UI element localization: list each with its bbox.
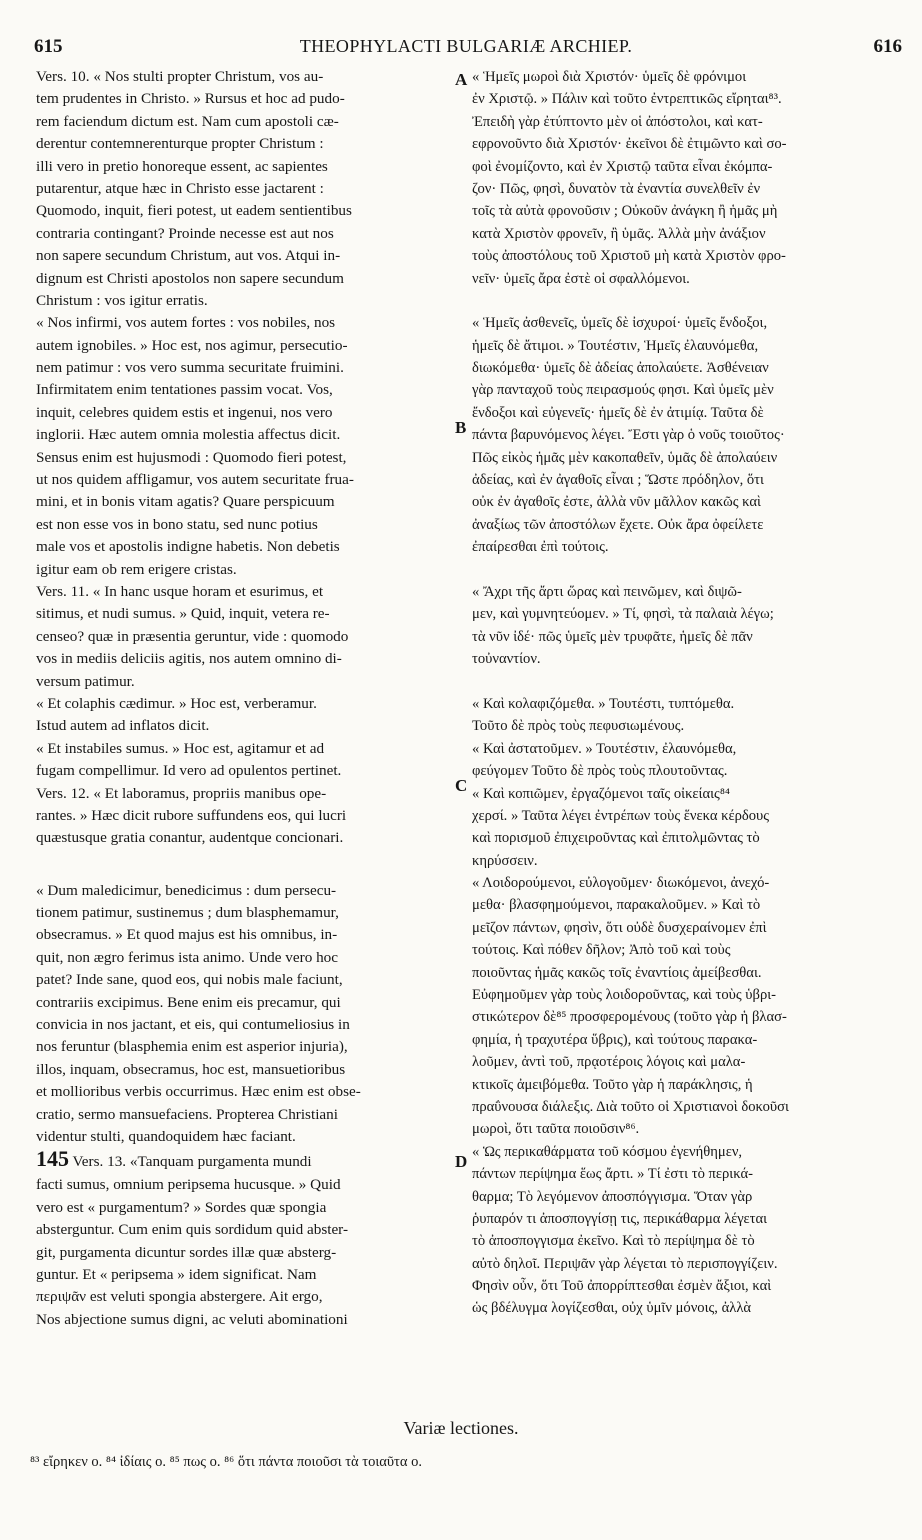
greek-paragraph-7 <box>472 872 904 1141</box>
greek-line: αὐτὸ δηλοῖ. Περιψᾶν γὰρ λέγεται τὸ περισπογγίζειν. <box>472 1255 778 1272</box>
greek-line: « Ὡς περικαθάρματα τοῦ κόσμου ἐγενήθημεν, <box>472 1143 743 1160</box>
latin-line: putarentur, atque hæc in Christo esse jactarent : <box>36 179 324 197</box>
greek-line: φοὶ ἐνομίζοντο, καὶ ἐν Χριστῷ ταῦτα εἶναι ἐκόμπα- <box>472 158 773 175</box>
latin-line: non sapere secundum Christum, aut vos. Atqui in- <box>36 247 341 265</box>
latin-line: ut nos quidem affligamur, vos autem securitate frua- <box>36 471 354 489</box>
page-number-right: 616 <box>873 36 902 57</box>
greek-line: τὸ ἀποσπογγισμα ἐκεῖνο. Καὶ τὸ περίψημα δὲ τὸ <box>472 1233 755 1250</box>
latin-line-text: Vers. 13. «Tanquam purgamenta mundi <box>69 1153 312 1171</box>
latin-line: quæstusque gratia conantur, audentque concionari. <box>36 829 344 847</box>
latin-line: « Dum maledicimur, benedicimus : dum persecu- <box>36 881 337 899</box>
greek-line: Τοῦτο δὲ πρὸς τοὺς πεφυσιωμένους. <box>472 718 685 735</box>
greek-line: ἀδείας, καὶ ἐν ἀγαθοῖς εἶναι ; Ὥστε πρόδηλον, ὅτι <box>472 472 764 489</box>
column-marker-c: C <box>455 776 468 795</box>
latin-paragraph-instabiles <box>36 738 448 783</box>
latin-line: vos in mediis deliciis agitis, nos autem omnino di- <box>36 650 342 668</box>
latin-line: contrariis excipimus. Bene enim eis precamur, qui <box>36 993 341 1011</box>
latin-line: quit, non ægro ferimus ista animo. Unde vero hoc <box>36 948 339 966</box>
latin-line: Sensus enim est hujusmodi : Quomodo fieri potest, <box>36 448 347 466</box>
latin-paragraph-vers-11 <box>36 581 448 693</box>
greek-line: τοῖς τὰ αὐτὰ φρονοῦσιν ; Οὐκοῦν ἀνάγκη ἢ ἡμᾶς μὴ <box>472 203 778 220</box>
greek-line: λοῦμεν, ἀντὶ τοῦ, πρᾳοτέροις λόγοις καὶ μαλα- <box>472 1054 746 1071</box>
greek-line: τοὐναντίον. <box>472 651 541 668</box>
greek-line: κατὰ Χριστὸν φρονεῖν, ἢ ὑμᾶς. Ἀλλὰ μὴν ἀνάξιον <box>472 225 766 242</box>
latin-line: Vers. 12. « Et laboramus, propriis manibus ope- <box>36 784 327 802</box>
spacer <box>472 671 904 693</box>
page-number-left: 615 <box>34 36 63 57</box>
footnotes-text: ⁸³ εἴρηκεν ο. ⁸⁴ ἰδίαις ο. ⁸⁵ πως ο. ⁸⁶ ὅτι πάντα ποιοῦσι τὰ τοιαῦτα ο. <box>30 1454 422 1470</box>
latin-line: cratio, sermo mansuefaciens. Propterea Christiani <box>36 1105 338 1123</box>
greek-line: Πῶς εἰκὸς ἡμᾶς μὲν κακοπαθεῖν, ὑμᾶς δὲ ἀπολαύειν <box>472 449 778 466</box>
greek-line: « Ἡμεῖς ἀσθενεῖς, ὑμεῖς δὲ ἰσχυροί· ὑμεῖς ἔνδοξοι, <box>472 315 768 332</box>
latin-line: « Et colaphis cædimur. » Hoc est, verberamur. <box>36 694 317 712</box>
greek-line: φεύγομεν Τοῦτο δὲ πρὸς τοὺς πλουτοῦντας. <box>472 763 728 780</box>
latin-line: est non esse vos in bono statu, sed nunc potius <box>36 515 318 533</box>
latin-line: patet? Inde sane, quod eos, qui nobis male faciunt, <box>36 971 343 989</box>
greek-line: ζον· Πῶς, φησὶ, δυνατὸν τὰ ἐναντία συνελθεῖν ἐν <box>472 180 761 197</box>
column-marker-a: A <box>455 70 468 89</box>
latin-line: inquit, celebres quidem estis et ingenui, nos vero <box>36 403 333 421</box>
latin-line: « Et instabiles sumus. » Hoc est, agitamur et ad <box>36 739 325 757</box>
latin-line: Nos abjectione sumus digni, ac veluti abominationi <box>36 1310 348 1328</box>
latin-line: autem ignobiles. » Hoc est, nos agimur, persecutio- <box>36 336 348 354</box>
greek-line: Ἐπειδὴ γὰρ ἐτύπτοντο μὲν οἱ ἀπόστολοι, καὶ κατ- <box>472 113 763 130</box>
greek-paragraph-4 <box>472 693 904 738</box>
greek-line: « Καὶ κοπιῶμεν, ἐργαζόμενοι ταῖς οἰκείαις⁸⁴ <box>472 785 731 802</box>
greek-line: διωκόμεθα· ὑμεῖς δὲ ἀδείας ἀπολαύετε. Ἀσθένειαν <box>472 360 769 377</box>
greek-line: ἐν Χριστῷ. » Πάλιν καὶ τοῦτο ἐντρεπτικῶς εἴρηται⁸³. <box>472 91 782 108</box>
greek-line: ἀναξίως τῶν ἀποστόλων ἔχετε. Οὐκ ἄρα ὀφείλετε <box>472 516 764 533</box>
spacer <box>36 850 448 880</box>
greek-line: ῥυπαρόν τι ἀποσπογγίσῃ τις, περικάθαρμα λέγεται <box>472 1210 768 1227</box>
greek-paragraph-1 <box>472 66 904 290</box>
greek-paragraph-5 <box>472 738 904 783</box>
latin-paragraph-nos-infirmi <box>36 312 448 581</box>
greek-line: « Ἡμεῖς μωροὶ διὰ Χριστόν· ὑμεῖς δὲ φρόνιμοι <box>472 69 747 85</box>
latin-paragraph-vers-12 <box>36 783 448 850</box>
latin-line: sitimus, et nudi sumus. » Quid, inquit, vetera re- <box>36 605 330 623</box>
greek-line: τὰ νῦν ἰδέ· πῶς ὑμεῖς μὲν τρυφᾶτε, ἡμεῖς δὲ πᾶν <box>472 628 753 645</box>
latin-line: derentur contemnerenturque propter Christum : <box>36 135 324 153</box>
latin-line: illi vero in pretio honoreque essent, ac sapientes <box>36 157 328 175</box>
latin-line: tionem patimur, sustinemus ; dum blasphemamur, <box>36 904 339 922</box>
greek-line: ἡμεῖς δὲ ἄτιμοι. » Τουτέστιν, Ἡμεῖς ἐλαυνόμεθα, <box>472 337 759 354</box>
latin-line: censeo? quæ in præsentia geruntur, vide : quomodo <box>36 627 349 645</box>
spacer <box>472 559 904 581</box>
latin-line: inglorii. Hæc autem omnia molestia affectus dicit. <box>36 426 341 444</box>
latin-paragraph-vers-10 <box>36 66 448 312</box>
latin-line: contraria contingant? Proinde necesse est aut nos <box>36 224 334 242</box>
latin-line: convicia in nos jactant, et eis, qui contumeliosius in <box>36 1016 350 1034</box>
latin-line: vero est « purgamentum? » Sordes quæ spongia <box>36 1198 327 1216</box>
latin-line: git, purgamenta dicuntur sordes illæ quæ absterg- <box>36 1243 337 1261</box>
greek-line: χερσί. » Ταῦτα λέγει ἐντρέπων τοὺς ἕνεκα κέρδους <box>472 807 770 824</box>
greek-paragraph-6 <box>472 783 904 873</box>
greek-line: « Καὶ κολαφιζόμεθα. » Τουτέστι, τυπτόμεθα. <box>472 695 735 712</box>
spacer <box>472 290 904 312</box>
greek-line: γὰρ πανταχοῦ τοὺς πειρασμούς φησι. Καὶ ὑμεῖς μὲν <box>472 382 774 399</box>
greek-line: ποιοῦντας ἡμᾶς κακῶς τοῖς ἐναντίοις ἀμείβεσθαι. <box>472 964 762 981</box>
latin-paragraph-colaphis <box>36 693 448 738</box>
greek-line: νεῖν· ὑμεῖς ἄρα ἐστὲ οἱ σφαλλόμενοι. <box>472 270 690 287</box>
greek-line: μεθα· βλασφημούμενοι, παρακαλοῦμεν. » Καὶ τὸ <box>472 897 761 914</box>
greek-line: φημία, ἡ τραχυτέρα ὕβρις), καὶ τούτους παρακα- <box>472 1031 758 1048</box>
greek-paragraph-3 <box>472 581 904 671</box>
greek-line: « Ἄχρι τῆς ἄρτι ὥρας καὶ πεινῶμεν, καὶ διψῶ- <box>472 583 742 600</box>
latin-line: Christum : vos igitur erratis. <box>36 291 208 309</box>
latin-line: male vos et apostolis indigne habetis. Non debetis <box>36 538 340 556</box>
greek-line: Φησὶν οὖν, ὅτι Τοῦ ἀπορρίπτεσθαι ἐσμὲν ἄξιοι, καὶ <box>472 1278 772 1295</box>
latin-line: dignum est Christi apostolos non sapere secundum <box>36 269 344 287</box>
greek-line: εφρονοῦντο διὰ Χριστόν· ἐκεῖνοι δὲ ἐτιμῶντο καὶ σο- <box>472 136 787 153</box>
latin-line: rem faciendum dictum est. Nam cum apostoli cæ- <box>36 112 339 130</box>
latin-line: igitur eam ob rem erigere cristas. <box>36 560 237 578</box>
greek-line: στικώτερον δὲ⁸⁵ προσφερομένους (τοῦτο γὰρ ἡ βλασ- <box>472 1009 787 1026</box>
greek-paragraph-8 <box>472 1141 904 1320</box>
latin-line: Istud autem ad inflatos dicit. <box>36 717 210 735</box>
column-number: 145 <box>36 1148 69 1172</box>
page-header <box>28 36 904 60</box>
greek-line: μεν, καὶ γυμνητεύομεν. » Τί, φησὶ, τὰ παλαιὰ λέγω; <box>472 606 774 623</box>
greek-line: ὡς βδέλυγμα λογίζεσθαι, οὐχ ὑμῖν μόνοις, ἀλλὰ <box>472 1300 752 1317</box>
greek-line: πάντα βαρυνόμενος λέγει. Ἔστι γὰρ ὁ νοῦς τοιοῦτος· <box>472 427 785 444</box>
latin-line: περιψᾶν est veluti spongia abstergere. Ait ergo, <box>36 1288 323 1306</box>
greek-line: πραΰνουσα διάλεξις. Διὰ τοῦτο οἱ Χριστιανοὶ δοκοῦσι <box>472 1098 789 1115</box>
column-marker-b: B <box>455 418 467 437</box>
latin-line: Quomodo, inquit, fieri potest, ut eadem sentientibus <box>36 202 352 220</box>
greek-line: θαρμα; Τὸ λεγόμενον ἀποσπόγγισμα. Ὅταν γὰρ <box>472 1188 753 1205</box>
latin-paragraph-maledicimur <box>36 880 448 1149</box>
greek-line: ἔνδοξοι καὶ εὐγενεῖς· ἡμεῖς δὲ ἐν ἀτιμίᾳ. Ταῦτα δὲ <box>472 404 764 421</box>
greek-line: « Καὶ ἀστατοῦμεν. » Τουτέστιν, ἐλαυνόμεθα, <box>472 740 737 757</box>
latin-line: versum patimur. <box>36 672 135 690</box>
greek-line: μεῖζον πάντων, φησὶν, ὅτι οὐδὲ δυσχεραίνομεν ἐπὶ <box>472 919 767 936</box>
greek-line: οὐκ ἐν ἀγαθοῖς ἐστε, ἀλλὰ νῦν μᾶλλον κακῶς καὶ <box>472 494 761 511</box>
latin-line: videntur stulti, quandoquidem hæc faciant. <box>36 1127 296 1145</box>
latin-column <box>36 66 448 1331</box>
greek-line: μωροὶ, ὅτι ταῦτα ποιοῦσιν⁸⁶. <box>472 1121 640 1138</box>
latin-line: mini, et in bonis vitam agatis? Quare perspicuum <box>36 493 335 511</box>
latin-line: guntur. Et « peripsema » idem significat. Nam <box>36 1265 317 1283</box>
latin-paragraph-vers-13 <box>36 1148 448 1331</box>
column-marker-d: D <box>455 1152 468 1171</box>
greek-line: τοὺς ἀποστόλους τοῦ Χριστοῦ μὴ κατὰ Χριστὸν φρο- <box>472 248 786 265</box>
greek-line: Εὐφημοῦμεν γὰρ τοὺς λοιδοροῦντας, καὶ τοὺς ὑβρι- <box>472 987 777 1004</box>
greek-line: τούτοις. Καὶ πόθεν δῆλον; Ἀπὸ τοῦ καὶ τοὺς <box>472 942 731 959</box>
latin-line: fugam compellimur. Id vero ad opulentos pertinet. <box>36 762 342 780</box>
greek-line: ἐπαίρεσθαι ἐπὶ τούτοις. <box>472 539 609 556</box>
latin-line: nos feruntur (blasphemia enim est asperior injuria), <box>36 1038 348 1056</box>
latin-line: tem prudentes in Christo. » Rursus et hoc ad pudo- <box>36 90 345 108</box>
greek-line: καὶ πορισμοῦ ἐπιχειροῦντας καὶ ἐπιτολμῶντας τὸ <box>472 830 760 847</box>
latin-line: illos, inquam, obsecramus, hoc est, mansuetioribus <box>36 1060 346 1078</box>
greek-line: « Λοιδορούμενοι, εὐλογοῦμεν· διωκόμενοι, ἀνεχό- <box>472 875 770 892</box>
latin-line: Vers. 10. « Nos stulti propter Christum, vos au- <box>36 68 324 85</box>
latin-line: absterguntur. Cum enim quis sordidum quid abster- <box>36 1221 348 1239</box>
latin-line: Vers. 11. « In hanc usque horam et esurimus, et <box>36 582 324 600</box>
footnotes-title: Variæ lectiones. <box>403 1418 519 1438</box>
latin-line: « Nos infirmi, vos autem fortes : vos nobiles, nos <box>36 314 336 332</box>
greek-line: κηρύσσειν. <box>472 852 538 869</box>
latin-line: nem patimur : vos vero summa securitate fruimini. <box>36 359 344 377</box>
greek-line: πάντων περίψημα ἕως ἄρτι. » Τί ἐστι τὸ περικά- <box>472 1166 753 1183</box>
latin-line <box>36 1148 448 1174</box>
latin-line: Infirmitatem enim tentationes passim vocat. Vos, <box>36 381 333 399</box>
greek-column <box>472 66 904 1320</box>
greek-line: κτικοῖς ἀμειβόμεθα. Τοῦτο γὰρ ἡ παράκλησις, ἡ <box>472 1076 753 1093</box>
latin-line: facti sumus, omnium peripsema hucusque. » Quid <box>36 1176 341 1194</box>
running-title: THEOPHYLACTI BULGARIÆ ARCHIEP. <box>299 36 633 56</box>
greek-paragraph-2 <box>472 312 904 558</box>
latin-line: obsecramus. » Et quod majus est his omnibus, in- <box>36 926 338 944</box>
latin-line: rantes. » Hæc dicit rubore suffundens eos, qui lucri <box>36 806 347 824</box>
latin-line: et mollioribus verbis occurrimus. Hæc enim est obse- <box>36 1083 361 1101</box>
